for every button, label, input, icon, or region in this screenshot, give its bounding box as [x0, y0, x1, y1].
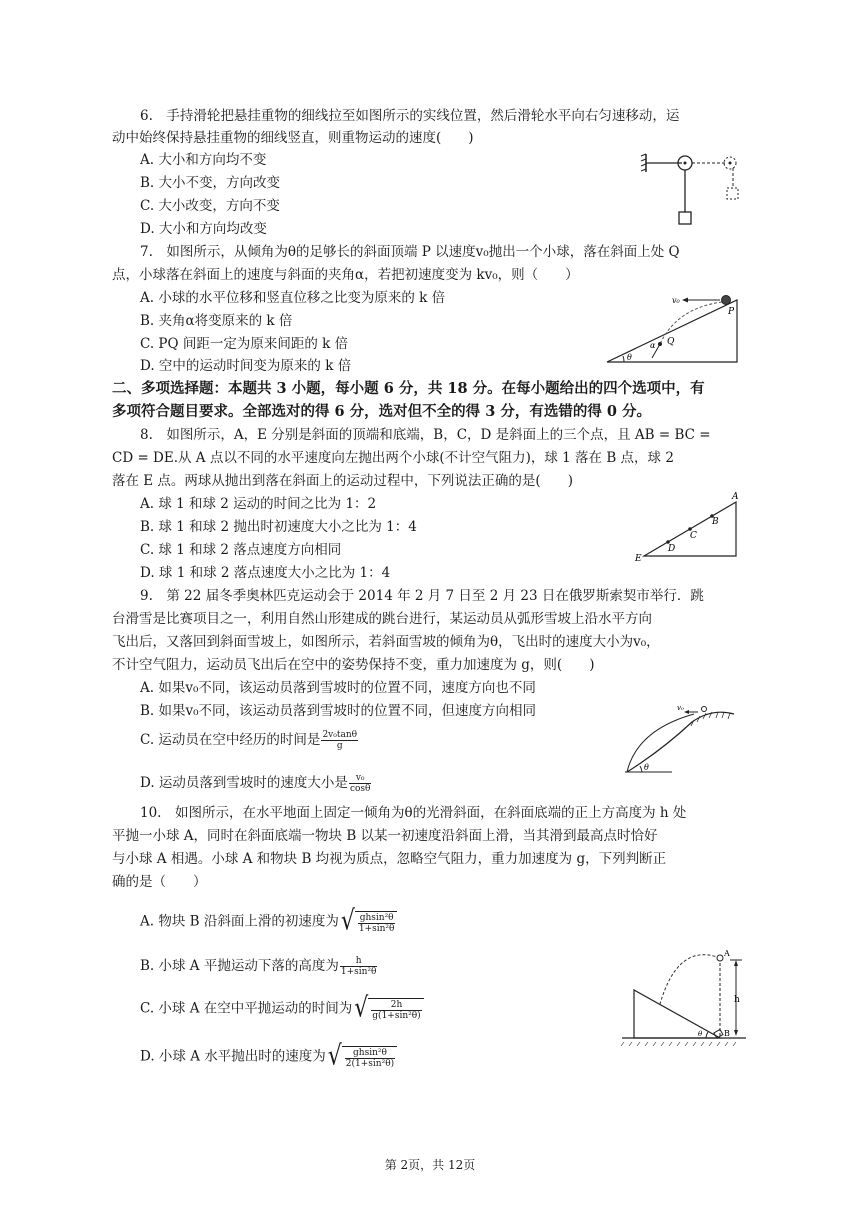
q9-ski-jump-figure [622, 700, 740, 776]
q8-fig-e: E [635, 554, 642, 564]
q10-stem-line4: 确的是（ ） [112, 874, 207, 890]
q7-incline-figure [602, 290, 742, 366]
q7-option-b: B. 夹角α将变原来的 k 倍 [140, 313, 293, 329]
q9-stem-line4: 不计空气阻力，运动员飞出后在空中的姿势保持不变，重力加速度为 g，则( ) [112, 657, 595, 673]
q9-fig-v0: v₀ [677, 704, 684, 712]
q8-option-c: C. 球 1 和球 2 落点速度方向相同 [140, 542, 342, 558]
q7-option-c: C. PQ 间距一定为原来间距的 k 倍 [140, 336, 349, 352]
q6-option-d: D. 大小和方向均改变 [140, 221, 267, 237]
q6-stem-line1: 6. 手持滑轮把悬挂重物的细线拉至如图所示的实线位置，然后滑轮水平向右匀速移动，运 [140, 108, 680, 124]
q6-option-a: A. 大小和方向均不变 [140, 152, 267, 168]
q8-incline-figure [632, 490, 744, 564]
q10-option-b [140, 956, 377, 977]
q9-option-b: B. 如果v₀不同，该运动员落到雪坡时的位置不同，但速度方向相同 [140, 703, 537, 719]
q8-fig-a: A [732, 492, 739, 502]
q6-stem-line2: 动中始终保持悬挂重物的细线竖直，则重物运动的速度( ) [112, 130, 474, 146]
q8-fig-b: B [712, 517, 719, 527]
q7-fig-p: P [728, 307, 735, 317]
q7-option-d: D. 空中的运动时间变为原来的 k 倍 [140, 358, 352, 374]
q6-option-b: B. 大小不变，方向改变 [140, 175, 281, 191]
section2-heading-line1: 二、多项选择题：本题共 3 小题，每小题 6 分，共 18 分。在每小题给出的四个选项中，有 [112, 380, 705, 397]
q10-incline-figure [620, 944, 748, 1046]
q9-fig-theta: θ [644, 763, 649, 772]
q9-option-d-fraction: $\frac{\text{v₀}}{\cos\theta}$ [349, 773, 371, 794]
q8-option-b: B. 球 1 和球 2 抛出时初速度大小之比为 1：4 [140, 519, 417, 535]
q7-fig-q: Q [667, 337, 675, 347]
q10-fig-h: h [734, 995, 740, 1005]
q8-option-d: D. 球 1 和球 2 落点速度大小之比为 1：4 [140, 565, 391, 581]
q10-fig-b: B [724, 1029, 730, 1038]
q8-stem-line1: 8. 如图所示，A，E 分别是斜面的顶端和底端，B，C，D 是斜面上的三个点，且 AB = BC = [140, 427, 711, 443]
q8-fig-c: C [690, 531, 697, 541]
q10-option-b-fraction: $\frac{h}{\text{1+sin²θ}}$ [340, 956, 377, 977]
q10-option-a-text: A. 物块 B 沿斜面上滑的初速度为 [140, 913, 339, 930]
q10-option-b-text: B. 小球 A 平抛运动下落的高度为 [140, 958, 339, 974]
q10-fig-theta: θ [698, 1030, 703, 1038]
q7-option-a: A. 小球的水平位移和竖直位移之比变为原来的 k 倍 [140, 290, 446, 306]
q10-option-a [140, 905, 397, 937]
page-footer: 第 2页，共 12页 [384, 1158, 476, 1172]
q9-option-c-text: C. 运动员在空中经历的时间是 [140, 732, 321, 748]
q9-option-d-text: D. 运动员落到雪坡时的速度大小是 [140, 775, 348, 791]
q10-stem-line2: 平抛一小球 A，同时在斜面底端一物块 B 以某一初速度沿斜面上滑，当其滑到最高点时恰好 [112, 828, 658, 844]
q10-fig-a: A [724, 949, 730, 958]
q9-option-c [140, 730, 358, 751]
q9-stem-line3: 飞出后，又落回到斜面雪坡上，如图所示，若斜面雪坡的倾角为θ，飞出时的速度大小为v₀， [112, 634, 660, 650]
q10-option-d-radical: √ $\frac{\text{ghsin²θ}}{\text{2(1+sin²θ)}}$ [328, 1045, 397, 1069]
q9-option-a: A. 如果v₀不同，该运动员落到雪坡时的位置不同，速度方向也不同 [140, 680, 536, 696]
q8-fig-d: D [668, 544, 676, 554]
q10-stem-line3: 与小球 A 相遇。小球 A 和物块 B 均视为质点，忽略空气阻力，重力加速度为 g，下列判断正 [112, 851, 667, 867]
section2-heading-line2: 多项符合题目要求。全部选对的得 6 分，选对但不全的得 3 分，有选错的得 0 分。 [112, 403, 652, 420]
q7-stem-line2: 点，小球落在斜面上的速度与斜面的夹角α，若把初速度变为 kv₀，则（ ） [112, 267, 579, 283]
q7-fig-v0: v₀ [672, 296, 680, 305]
q8-option-a: A. 球 1 和球 2 运动的时间之比为 1：2 [140, 496, 377, 512]
q6-option-c: C. 大小改变，方向不变 [140, 198, 280, 214]
q6-pulley-figure [640, 150, 750, 230]
q9-stem-line1: 9. 第 22 届冬季奥林匹克运动会于 2014 年 2 月 7 日至 2 月 23 日在俄罗斯索契市举行．跳 [140, 588, 704, 604]
q8-stem-line2: CD = DE.从 A 点以不同的水平速度向左抛出两个小球(不计空气阻力)，球 1 落在 B 点，球 2 [112, 450, 674, 466]
q8-stem-line3: 落在 E 点。两球从抛出到落在斜面上的运动过程中，下列说法正确的是( ) [112, 473, 573, 489]
q10-option-c-text: C. 小球 A 在空中平抛运动的时间为 [140, 1000, 353, 1017]
q10-option-c [140, 992, 424, 1024]
q10-option-a-radical: √ $\frac{\text{ghsin²θ}}{\text{1+sin²θ}}$ [341, 910, 398, 934]
q10-option-d-text: D. 小球 A 水平抛出时的速度为 [140, 1048, 326, 1065]
q9-option-c-fraction: $\frac{\text{2v₀tanθ}}{g}$ [322, 730, 358, 751]
q9-stem-line2: 台滑雪是比赛项目之一，利用自然山形建成的跳台进行，某运动员从弧形雪坡上沿水平方向 [112, 611, 652, 627]
q10-option-c-radical: √ $\frac{2h}{\text{g(1+sin²θ)}}$ [354, 997, 423, 1021]
q10-option-d [140, 1040, 397, 1072]
q7-stem-line1: 7. 如图所示，从倾角为θ的足够长的斜面顶端 P 以速度v₀抛出一个小球，落在斜面上处 Q [140, 244, 680, 260]
q7-fig-alpha: α [650, 341, 656, 350]
q10-stem-line1: 10. 如图所示，在水平地面上固定一倾角为θ的光滑斜面，在斜面底端的正上方高度为 h 处 [140, 805, 687, 821]
q9-option-d [140, 773, 371, 794]
q7-fig-theta: θ [627, 353, 632, 362]
